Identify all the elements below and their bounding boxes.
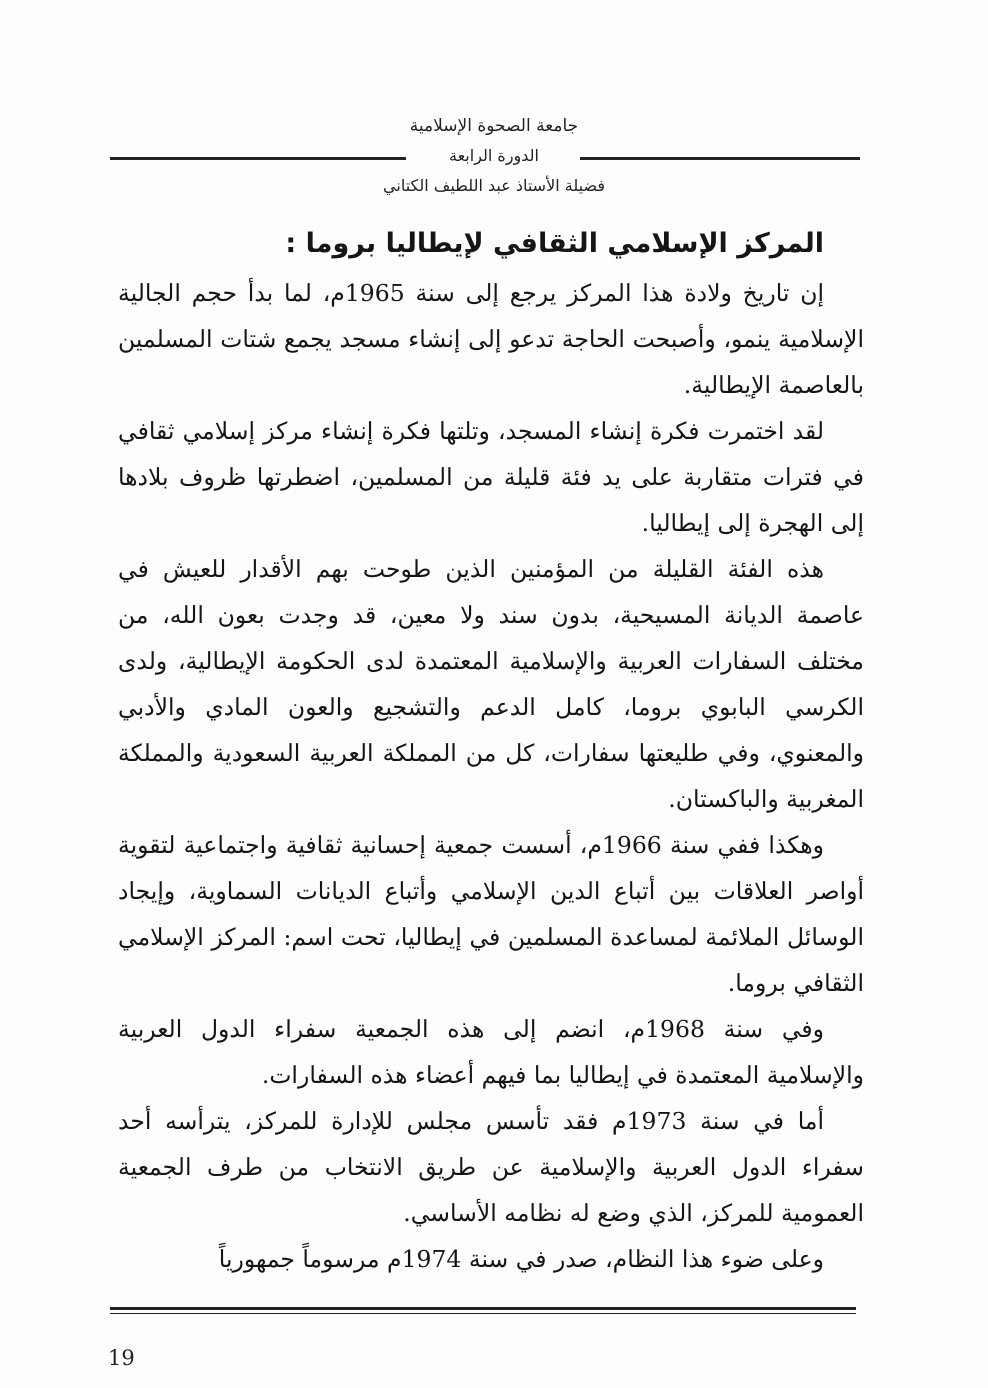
- paragraph: لقد اختمرت فكرة إنشاء المسجد، وتلتها فكرة إنشاء مركز إسلامي ثقافي في فترات متقاربة على يد فئة قليلة من المسلمين، اضطرتها ظروف بلادها إلى الهجرة إلى إيطاليا.: [118, 417, 864, 537]
- paragraph: أما في سنة 1973م فقد تأسس مجلس للإدارة للمركز، يترأسه أحد سفراء الدول العربية والإسلامية عن طريق الانتخاب من طرف الجمعية العمومية للمركز، الذي وضع له نظامه الأساسي.: [118, 1107, 864, 1227]
- section-title: المركز الإسلامي الثقافي لإيطاليا بروما :: [285, 228, 824, 259]
- footer-rule-thick: [110, 1307, 856, 1310]
- header-author: فضيلة الأستاذ عبد اللطيف الكتاني: [383, 176, 605, 195]
- page-number: 19: [108, 1346, 135, 1370]
- article-body: [118, 218, 864, 1282]
- paragraph: وهكذا ففي سنة 1966م، أسست جمعية إحسانية ثقافية واجتماعية لتقوية أواصر العلاقات بين أتباع الدين الإسلامي وأتباع الديانات السماوية، وإيجاد الوسائل الملائمة لمساعدة المسلمين في إيطاليا، تحت اسم: المركز الإسلامي الثقافي بروما.: [118, 831, 864, 997]
- paragraph: وعلى ضوء هذا النظام، صدر في سنة 1974م مرسوماً جمهورياً: [218, 1245, 824, 1273]
- paragraph: وفي سنة 1968م، انضم إلى هذه الجمعية سفراء الدول العربية والإسلامية المعتمدة في إيطاليا بما فيهم أعضاء هذه السفارات.: [118, 1015, 864, 1089]
- header-session: الدورة الرابعة: [449, 146, 539, 165]
- header-university-name: جامعة الصحوة الإسلامية: [409, 116, 579, 136]
- footer-rule-thin: [110, 1313, 856, 1314]
- paragraph: هذه الفئة القليلة من المؤمنين الذين طوحت بهم الأقدار للعيش في عاصمة الديانة المسيحية، بدون سند ولا معين، قد وجدت بعون الله، من مختلف السفارات العربية والإسلامية المعتمدة لدى الحكومة الإيطالية، ولدى الكرسي البابوي بروما، كامل الدعم والتشجيع والعون المادي والأدبي والمعنوي، وفي طليعتها سفارات، كل من المملكة العربية السعودية والمملكة المغربية والباكستان.: [118, 555, 864, 813]
- paragraph: إن تاريخ ولادة هذا المركز يرجع إلى سنة 1965م، لما بدأ حجم الجالية الإسلامية ينمو، وأصبحت الحاجة تدعو إلى إنشاء مسجد يجمع شتات المسلمين بالعاصمة الإيطالية.: [118, 279, 864, 399]
